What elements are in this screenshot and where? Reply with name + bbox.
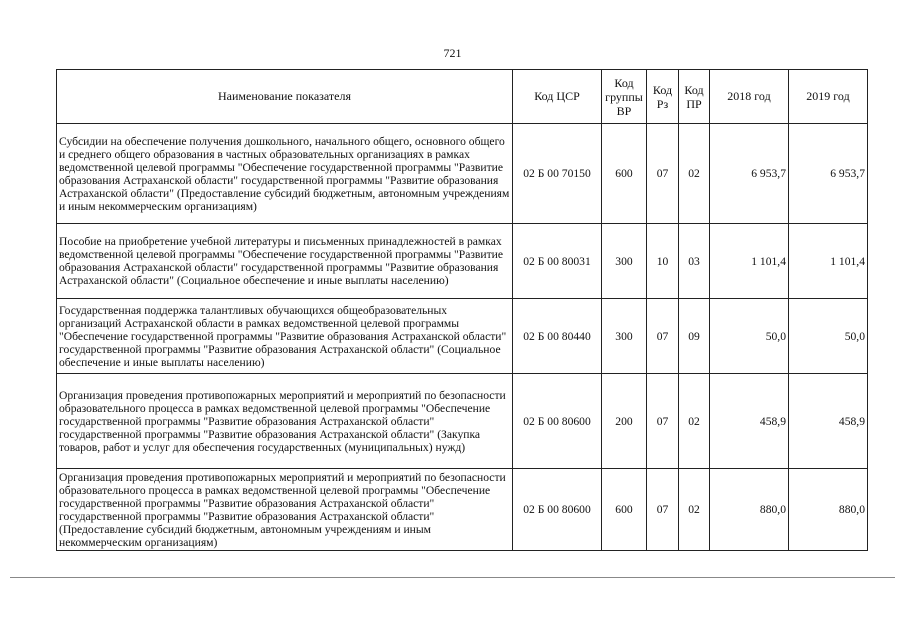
row-rz: 07 (647, 299, 679, 374)
header-pr-line: ПР (686, 96, 702, 111)
row-pr: 09 (679, 299, 710, 374)
header-csr: Код ЦСР (513, 70, 602, 124)
header-2018: 2018 год (710, 70, 789, 124)
header-vr-line: Код (614, 75, 634, 90)
row-vr: 300 (602, 299, 647, 374)
table-row (57, 224, 868, 299)
row-2018: 1 101,4 (710, 224, 789, 299)
header-pr (679, 70, 710, 124)
row-csr: 02 Б 00 80600 (513, 469, 602, 551)
row-rz: 07 (647, 469, 679, 551)
row-rz: 07 (647, 374, 679, 469)
row-name: Пособие на приобретение учебной литературы и письменных принадлежностей в рамках ведомственной целевой программы "Обеспечение государственной программы "Развитие образования Астраханской области" государственной программы "Развитие образования Астраханской области" (Социальное обеспечение и иные выплаты населению) (57, 224, 513, 299)
row-2019: 880,0 (789, 469, 868, 551)
budget-table (56, 69, 868, 551)
row-name: Субсидии на обеспечение получения дошкольного, начального общего, основного общего и среднего общего образования в частных образовательных организациях в рамках ведомственной целевой программы "Обеспечение государственной программы "Развитие образования Астраханской области" государственной программы "Развитие образования Астраханской области" (Предоставление субсидий бюджетным, автономным учреждениям и иным некоммерческим организациям) (57, 124, 513, 224)
row-2019: 1 101,4 (789, 224, 868, 299)
row-name: Организация проведения противопожарных мероприятий и мероприятий по безопасности образовательного процесса в рамках ведомственной целевой программы "Обеспечение государственной программы "Развитие образования Астраханской области" государственной программы "Развитие образования Астраханской области" (Закупка товаров, работ и услуг для обеспечения государственных (муниципальных) нужд) (57, 374, 513, 469)
row-pr: 02 (679, 374, 710, 469)
row-2018: 458,9 (710, 374, 789, 469)
row-vr: 300 (602, 224, 647, 299)
page-number: 721 (443, 46, 462, 60)
row-2018: 880,0 (710, 469, 789, 551)
header-rz (647, 70, 679, 124)
row-pr: 02 (679, 469, 710, 551)
row-csr: 02 Б 00 70150 (513, 124, 602, 224)
row-2019: 50,0 (789, 299, 868, 374)
header-2019: 2019 год (789, 70, 868, 124)
header-row (57, 70, 868, 124)
header-rz-line: Код (652, 82, 673, 97)
row-csr: 02 Б 00 80031 (513, 224, 602, 299)
row-vr: 600 (602, 124, 647, 224)
table-row (57, 299, 868, 374)
row-rz: 07 (647, 124, 679, 224)
header-vr (602, 70, 647, 124)
row-vr: 200 (602, 374, 647, 469)
row-pr: 02 (679, 124, 710, 224)
row-2019: 6 953,7 (789, 124, 868, 224)
header-vr-line: группы (605, 89, 643, 104)
row-pr: 03 (679, 224, 710, 299)
row-2018: 50,0 (710, 299, 789, 374)
table-row (57, 469, 868, 551)
header-rz-line: Рз (656, 96, 669, 111)
row-2018: 6 953,7 (710, 124, 789, 224)
row-vr: 600 (602, 469, 647, 551)
row-rz: 10 (647, 224, 679, 299)
table-row (57, 124, 868, 224)
row-2019: 458,9 (789, 374, 868, 469)
row-csr: 02 Б 00 80600 (513, 374, 602, 469)
row-name: Организация проведения противопожарных мероприятий и мероприятий по безопасности образовательного процесса в рамках ведомственной целевой программы "Обеспечение государственной программы "Развитие образования Астраханской области" государственной программы "Развитие образования Астраханской области" (Предоставление субсидий бюджетным, автономным учреждениям и иным некоммерческим организациям) (57, 469, 513, 551)
row-csr: 02 Б 00 80440 (513, 299, 602, 374)
header-vr-line: ВР (616, 103, 632, 118)
header-name: Наименование показателя (57, 70, 513, 124)
table-row (57, 374, 868, 469)
header-pr-line: Код (684, 82, 704, 97)
row-name: Государственная поддержка талантливых обучающихся общеобразовательных организаций Астраханской области в рамках ведомственной целевой программы "Обеспечение государственной программы "Развитие образования Астраханской области" государственной программы "Развитие образования Астраханской области" (Социальное обеспечение и иные выплаты населению) (57, 299, 513, 374)
bottom-rule (10, 577, 895, 578)
